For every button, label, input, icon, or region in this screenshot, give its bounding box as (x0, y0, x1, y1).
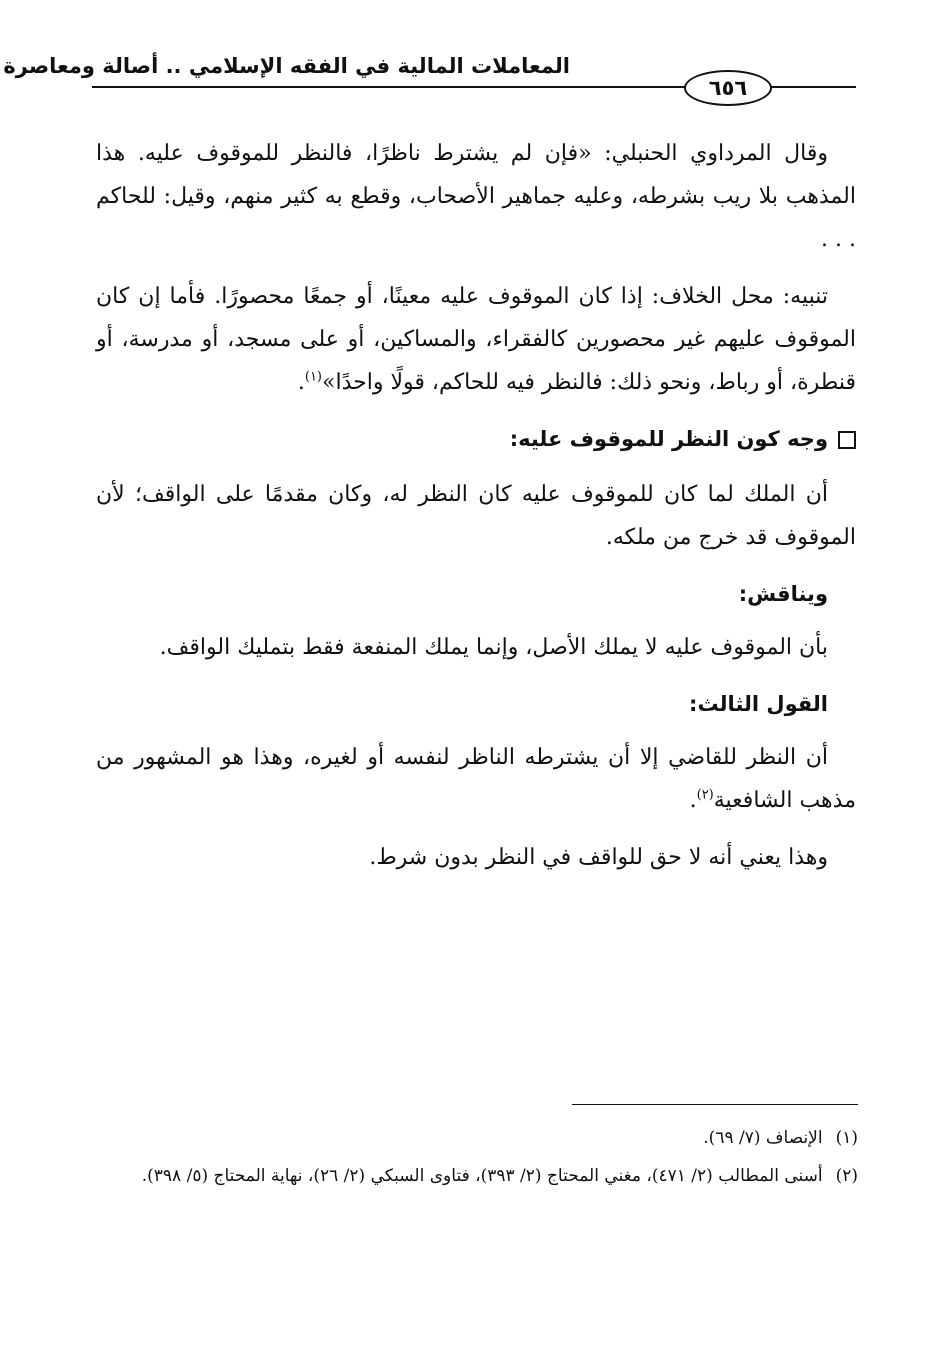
paragraph-note (96, 275, 856, 404)
footnote-label: (٢) (835, 1166, 858, 1186)
checkbox-icon (838, 431, 856, 449)
paragraph-third-opinion-text: أن النظر للقاضي إلا أن يشترطه الناظر لنفسه أو لغيره، وهذا هو المشهور من مذهب الشافعية (96, 745, 856, 813)
running-title: المعاملات المالية في الفقه الإسلامي .. أصالة ومعاصرة (3, 54, 570, 78)
footnote-ref-2: (٢) (696, 787, 714, 803)
paragraph-note-text: تنبيه: محل الخلاف: إذا كان الموقوف عليه معينًا، أو جمعًا محصورًا. فأما إن كان الموقوف عليهم غير محصورين كالفقراء، والمساكين، أو على مسجد، أو مدرسة، أو قنطرة، أو رباط، ونحو ذلك: فالنظر فيه للحاكم، قولًا واحدًا» (96, 284, 856, 395)
paragraph-third-opinion-end: . (689, 788, 697, 813)
footnotes (96, 1122, 858, 1198)
footnote-separator (572, 1104, 858, 1105)
footnote-2 (96, 1160, 858, 1192)
footnote-label: (١) (835, 1128, 858, 1148)
footnote-text: أسنى المطالب (٢/ ٤٧١)، مغني المحتاج (٢/ ٣٩٣)، فتاوى السبكي (٢/ ٢٦)، نهاية المحتاج (٥/ ٣٩٨). (141, 1166, 823, 1186)
paragraph-discussion: بأن الموقوف عليه لا يملك الأصل، وإنما يملك المنفعة فقط بتمليك الواقف. (159, 635, 828, 660)
paragraph-note-end: . (297, 370, 305, 395)
paragraph-third-opinion (96, 736, 856, 822)
paragraph-conclusion: وهذا يعني أنه لا حق للواقف في النظر بدون شرط. (369, 845, 828, 870)
subheading-discussion: ويناقش: (738, 582, 828, 606)
section-heading-text: وجه كون النظر للموقوف عليه: (509, 427, 828, 451)
paragraph-mardawi-quote: وقال المرداوي الحنبلي: «فإن لم يشترط ناظرًا، فالنظر للموقوف عليه. هذا المذهب بلا ريب بشرطه، وعليه جماهير الأصحاب، وقطع به كثير منهم، وقيل: للحاكم . . . (96, 141, 856, 252)
footnote-1 (96, 1122, 858, 1154)
main-text (96, 132, 856, 893)
section-heading (96, 418, 856, 461)
footnote-ref-1: (١) (304, 369, 322, 385)
page-number: ٦٥٦ (684, 70, 772, 106)
footnote-text: الإنصاف (٧/ ٦٩). (703, 1128, 823, 1148)
paragraph-reasoning: أن الملك لما كان للموقوف عليه كان النظر له، وكان مقدمًا على الواقف؛ لأن الموقوف قد خرج من ملكه. (96, 482, 856, 550)
subheading-third-opinion: القول الثالث: (689, 692, 828, 716)
